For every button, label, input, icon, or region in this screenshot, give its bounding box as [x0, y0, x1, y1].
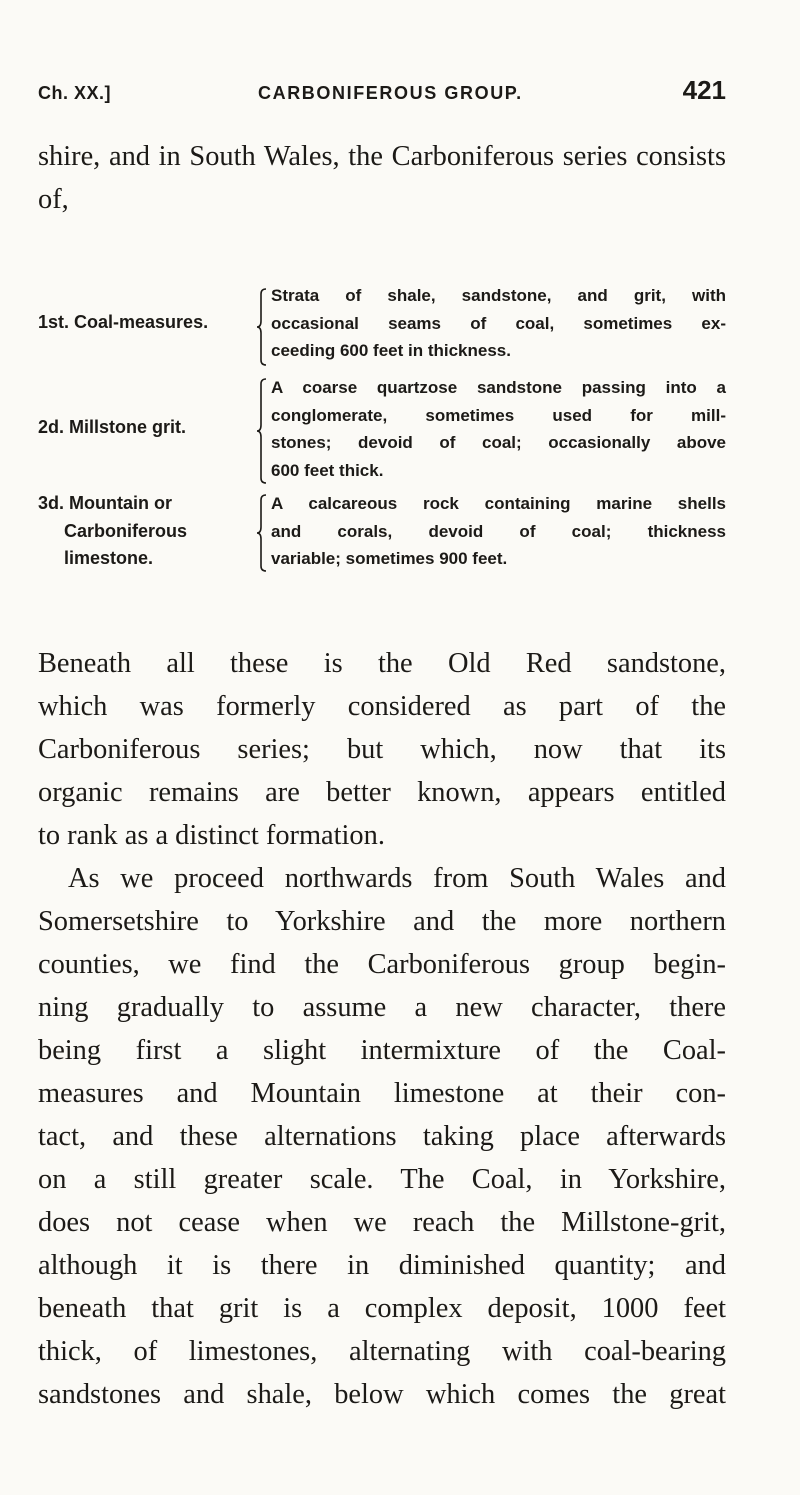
- body-line: Beneath all these is the Old Red sandstone,: [38, 648, 726, 679]
- body-line: which was formerly considered as part of the: [38, 691, 726, 722]
- body-line: sandstones and shale, below which comes the great: [38, 1379, 726, 1410]
- strata-label-line: 2d. Millstone grit.: [38, 417, 187, 437]
- strata-description: [271, 490, 726, 573]
- body-line: ning gradually to assume a new character, there: [38, 992, 726, 1023]
- body-line: tact, and these alternations taking place afterwards: [38, 1121, 726, 1152]
- body-line: does not cease when we reach the Millstone-grit,: [38, 1207, 726, 1238]
- strata-desc-line: 600 feet thick.: [271, 460, 384, 480]
- body-line: being first a slight intermixture of the Coal-: [38, 1035, 726, 1066]
- strata-label: [38, 309, 253, 337]
- body-line: counties, we find the Carboniferous group begin-: [38, 949, 726, 980]
- body-line: organic remains are better known, appears entitled: [38, 777, 726, 808]
- body-line: measures and Mountain limestone at their con-: [38, 1078, 726, 1109]
- strata-description: [271, 282, 726, 365]
- body-line: to rank as a distinct formation.: [38, 820, 385, 851]
- strata-entry: [38, 282, 726, 374]
- strata-label-line: Carboniferous: [64, 520, 188, 541]
- strata-desc-line: and corals, devoid of coal; thickness: [271, 521, 726, 541]
- strata-description: [271, 374, 726, 484]
- strata-label-line: 1st. Coal-measures.: [38, 312, 209, 332]
- strata-label: [38, 414, 253, 442]
- strata-desc-line: conglomerate, sometimes used for mill-: [271, 405, 726, 425]
- strata-label-line: 3d. Mountain or: [38, 493, 172, 513]
- body-line: beneath that grit is a complex deposit, 1000 feet: [38, 1293, 726, 1324]
- page-number: 421: [682, 75, 726, 105]
- body-line: As we proceed northwards from South Wales and: [68, 863, 726, 894]
- intro-paragraph: [38, 135, 726, 221]
- strata-desc-line: Strata of shale, sandstone, and grit, with: [271, 286, 726, 305]
- body-line: thick, of limestones, alternating with coal-bearing: [38, 1336, 726, 1367]
- strata-desc-line: ceeding 600 feet in thickness.: [271, 341, 511, 360]
- brace-icon: [256, 494, 268, 572]
- body-line: Somersetshire to Yorkshire and the more northern: [38, 906, 726, 937]
- strata-entry: [38, 490, 726, 580]
- strata-desc-line: stones; devoid of coal; occasionally above: [271, 433, 726, 452]
- body-line: on a still greater scale. The Coal, in Yorkshire,: [38, 1164, 726, 1195]
- body-line: although it is there in diminished quantity; and: [38, 1250, 726, 1281]
- intro-text: shire, and in South Wales, the Carboniferous series consists of,: [38, 141, 726, 215]
- strata-desc-line: A coarse quartzose sandstone passing into a: [271, 378, 726, 397]
- strata-table: [38, 282, 726, 568]
- strata-desc-line: occasional seams of coal, sometimes ex-: [271, 313, 726, 333]
- strata-entry: [38, 374, 726, 490]
- strata-label-line: limestone.: [64, 548, 154, 568]
- strata-label: [38, 490, 253, 573]
- strata-desc-line: variable; sometimes 900 feet.: [271, 549, 508, 568]
- section-title: CARBONIFEROUS GROUP.: [258, 83, 523, 103]
- running-header: [38, 75, 726, 115]
- strata-desc-line: A calcareous rock containing marine shells: [271, 494, 726, 513]
- chapter-reference: Ch. XX.]: [38, 83, 112, 103]
- brace-icon: [256, 378, 268, 484]
- brace-icon: [256, 288, 268, 366]
- body-text: [38, 642, 726, 1416]
- body-line: Carboniferous series; but which, now that its: [38, 734, 726, 765]
